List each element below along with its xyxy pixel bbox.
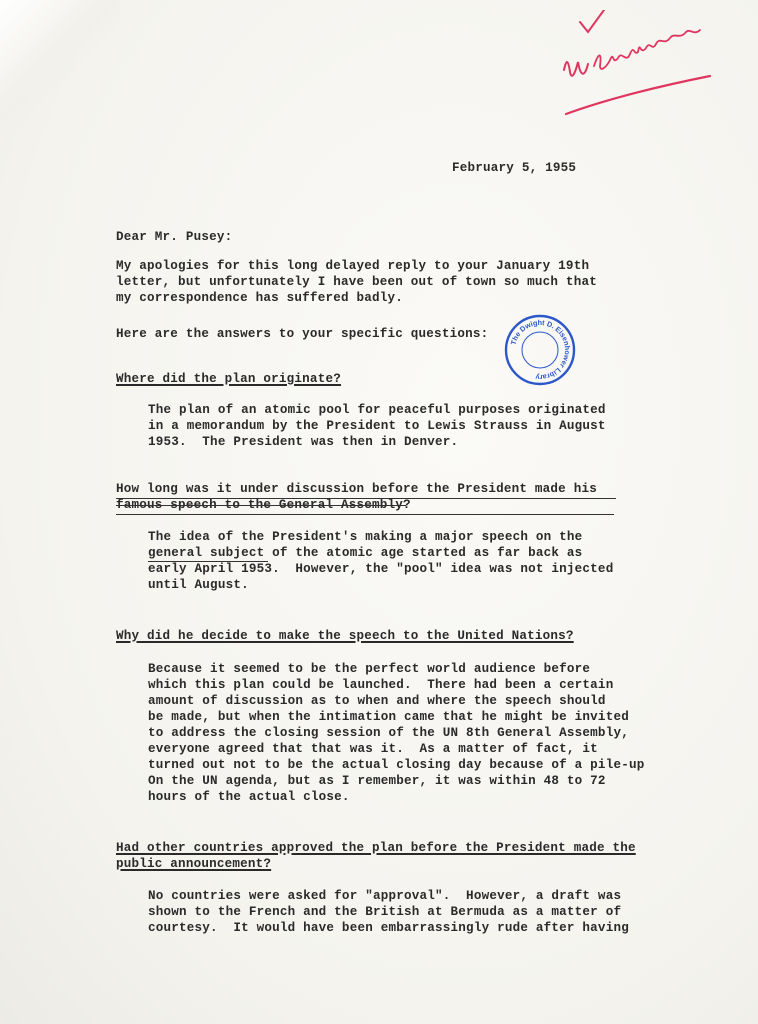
answer-line: to address the closing session of the UN 8th General Assembly, [148, 726, 629, 740]
svg-text:The Dwight D. Eisenhower Libra [509, 318, 572, 382]
answers-intro: Here are the answers to your specific questions: [116, 327, 489, 341]
answer-line: The plan of an atomic pool for peaceful purposes originated [148, 403, 606, 417]
intro-line: My apologies for this long delayed reply to your January 19th [116, 259, 590, 273]
question-underline [116, 514, 614, 515]
question-heading: Had other countries approved the plan before the President made the [116, 841, 636, 855]
question-heading: Why did he decide to make the speech to the United Nations? [116, 629, 574, 643]
answer-line: 1953. The President was then in Denver. [148, 435, 459, 449]
strikethrough-line [116, 505, 406, 506]
paper-fold-shading [0, 0, 120, 130]
answer-line: No countries were asked for "approval". However, a draft was [148, 889, 622, 903]
handwritten-annotation [560, 10, 720, 120]
intro-line: letter, but unfortunately I have been out of town so much that [116, 275, 597, 289]
answer-line: general subject of the atomic age started as far back as [148, 546, 583, 560]
question-heading: How long was it under discussion before the President made his [116, 482, 597, 496]
answer-line: The idea of the President's making a major speech on the [148, 530, 583, 544]
answer-line: everyone agreed that that was it. As a matter of fact, it [148, 742, 598, 756]
answer-line: be made, but when the intimation came that he might be invited [148, 710, 629, 724]
answer-line: shown to the French and the British at Bermuda as a matter of [148, 905, 622, 919]
answer-line: which this plan could be launched. There had been a certain [148, 678, 614, 692]
answer-line: amount of discussion as to when and where the speech should [148, 694, 606, 708]
answer-line: Because it seemed to be the perfect world audience before [148, 662, 591, 676]
intro-line: my correspondence has suffered badly. [116, 291, 404, 305]
answer-line: until August. [148, 578, 249, 592]
answer-line: hours of the actual close. [148, 790, 350, 804]
salutation: Dear Mr. Pusey: [116, 230, 233, 244]
question-heading: public announcement? [116, 857, 272, 871]
library-stamp [503, 313, 577, 387]
answer-line: in a memorandum by the President to Lewis Strauss in August [148, 419, 606, 433]
answer-line: On the UN agenda, but as I remember, it was within 48 to 72 [148, 774, 606, 788]
stamp-text: The Dwight D. Eisenhower Library [508, 317, 573, 383]
answer-line: early April 1953. However, the "pool" idea was not injected [148, 562, 614, 576]
question-heading: Where did the plan originate? [116, 372, 341, 386]
letter-date: February 5, 1955 [452, 161, 577, 175]
answer-line: turned out not to be the actual closing day because of a pile-up [148, 758, 645, 772]
question-heading: famous speech to the General Assembly? [116, 498, 411, 512]
answer-line: courtesy. It would have been embarrassingly rude after having [148, 921, 629, 935]
